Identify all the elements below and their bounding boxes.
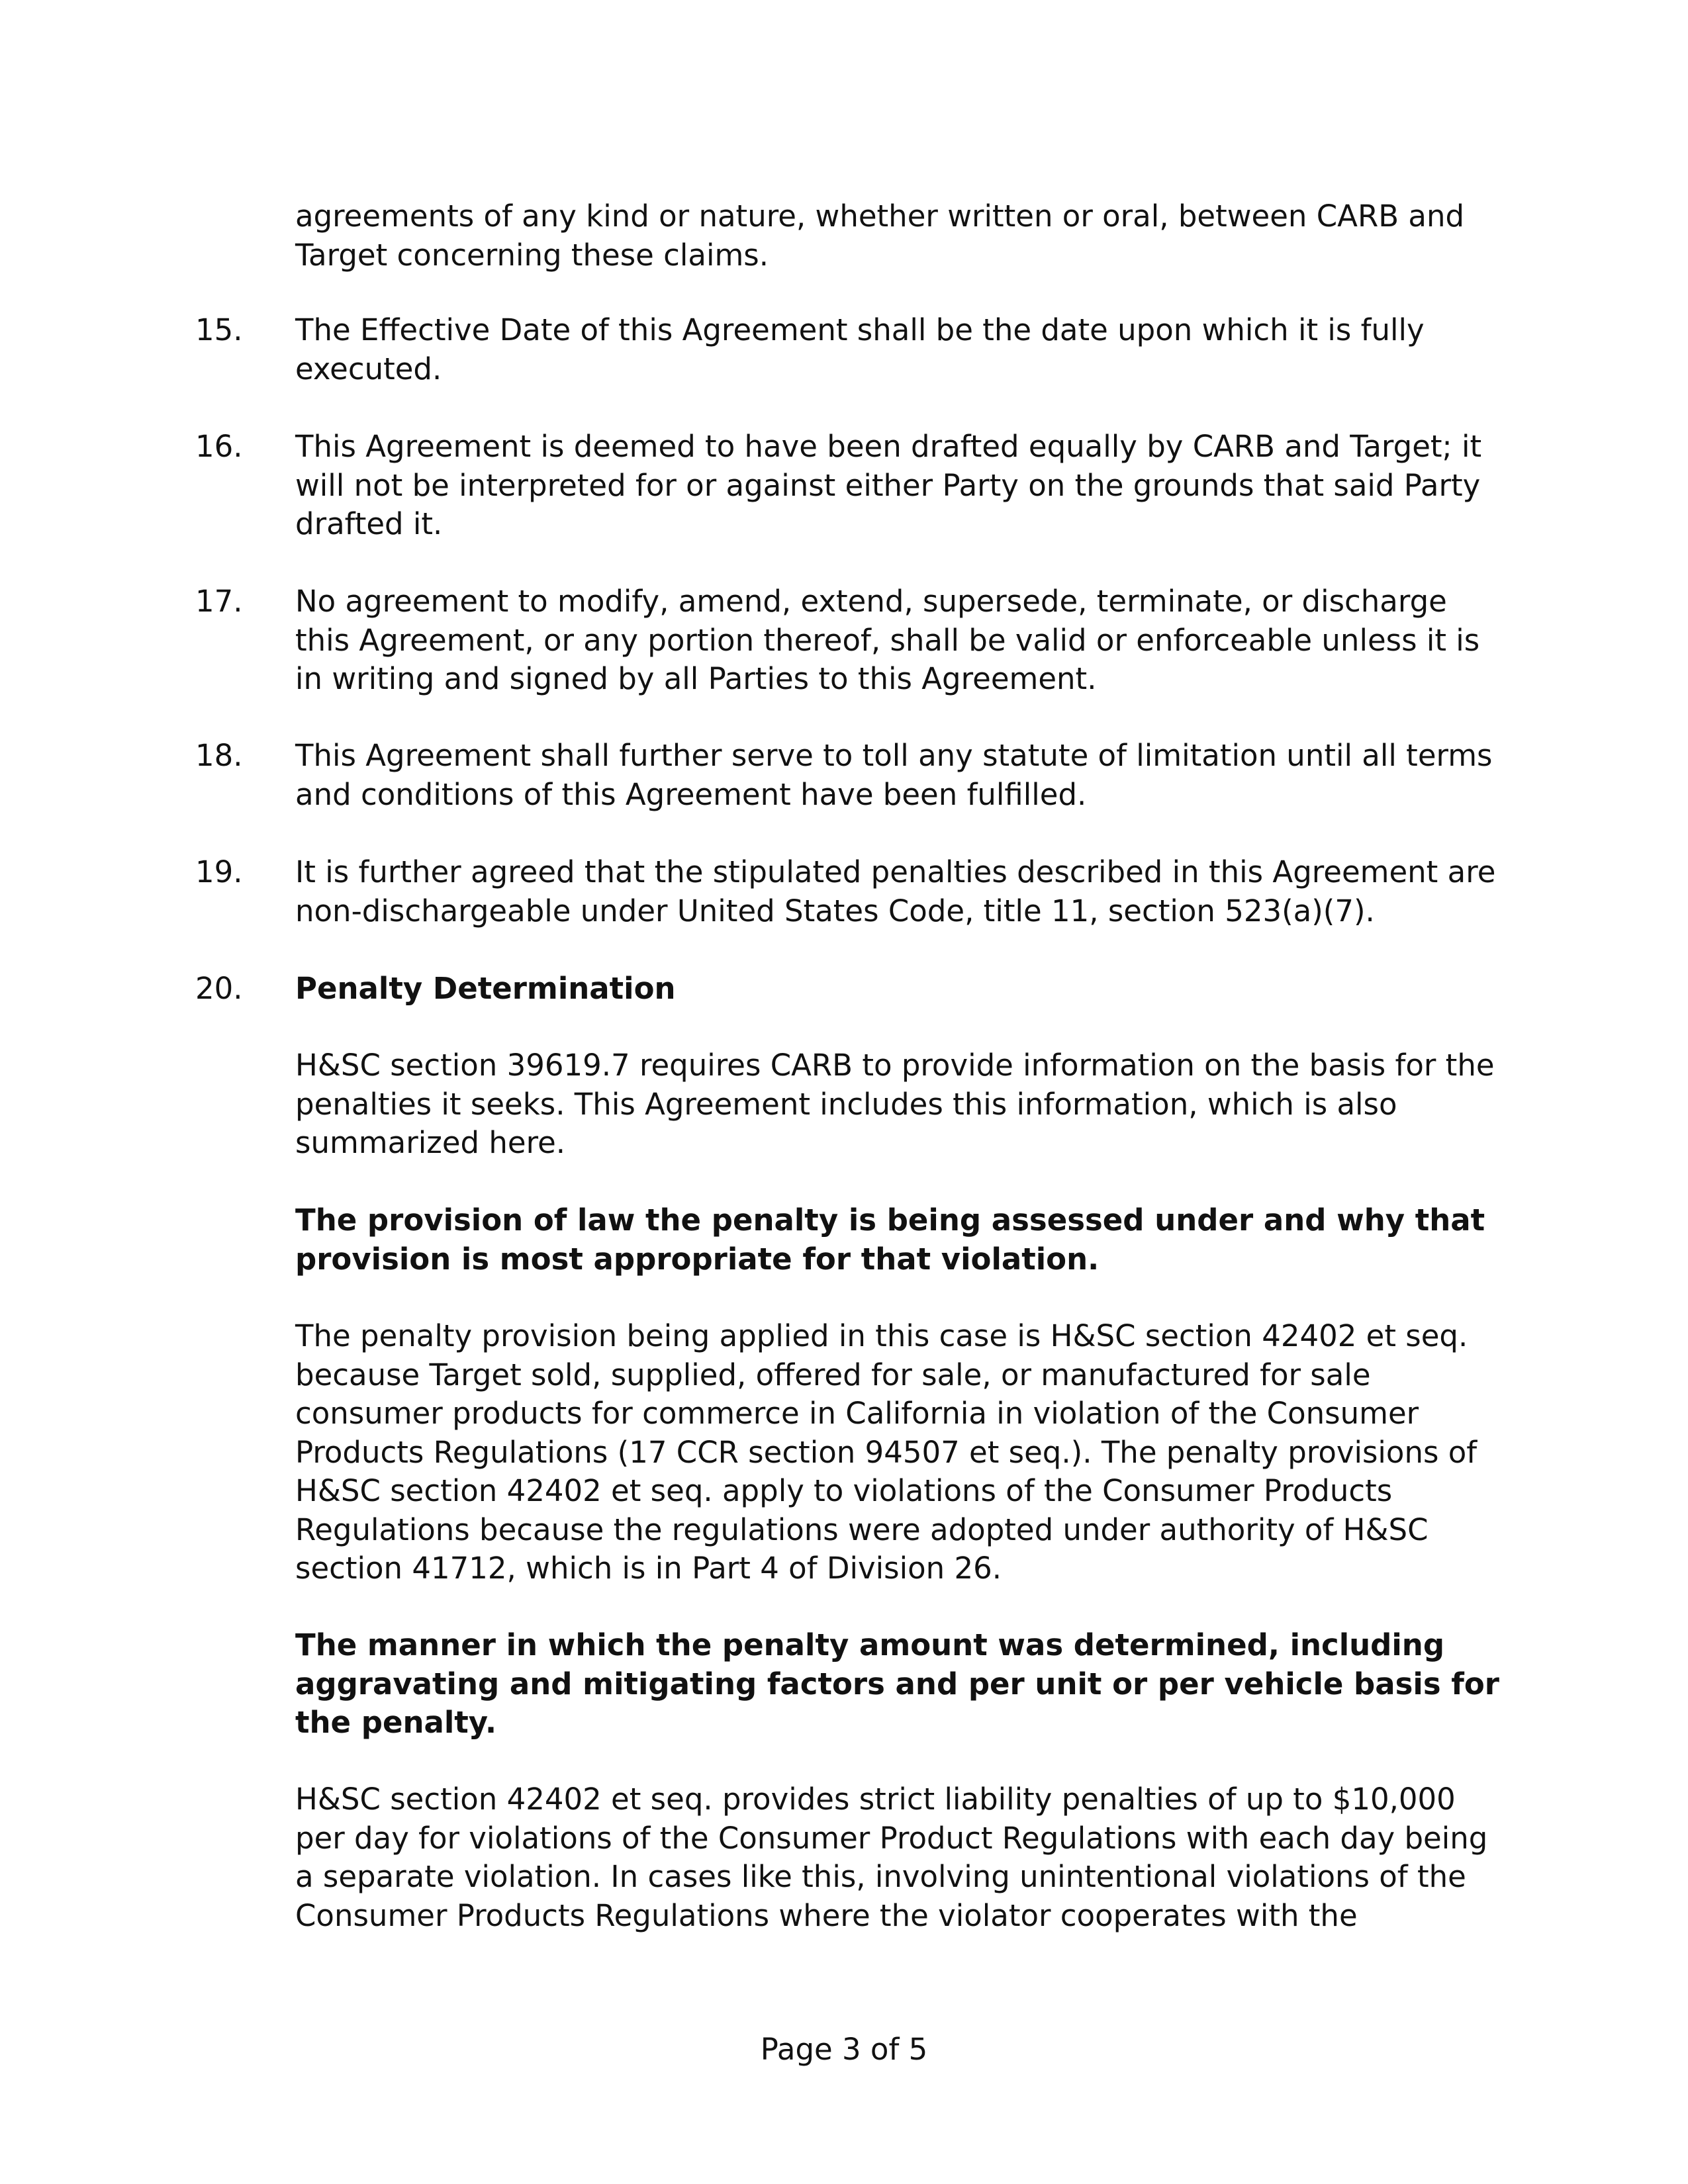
paragraph-number-15: 15. <box>195 312 243 347</box>
subheading-provision-of-law: The provision of law the penalty is being assessed under and why that provision is most appropriate for that violation. <box>295 1203 1485 1277</box>
paragraph-20-intro: H&SC section 39619.7 requires CARB to provide information on the basis for the penalties it seeks. This Agreement includes this information, which is also summarized here. <box>295 1048 1495 1160</box>
paragraph-number-16: 16. <box>195 429 243 464</box>
paragraph-19: It is further agreed that the stipulated penalties described in this Agreement are non-dischargeable under United States Code, title 11, section 523(a)(7). <box>295 854 1496 929</box>
paragraph-18: This Agreement shall further serve to toll any statute of limitation until all terms and conditions of this Agreement have been fulfilled. <box>295 738 1493 812</box>
paragraph-17: No agreement to modify, amend, extend, supersede, terminate, or discharge this Agreement, or any portion thereof, shall be valid or enforceable unless it is in writing and signed by all Parties to this Agreement. <box>295 584 1480 696</box>
paragraph-number-19: 19. <box>195 854 243 889</box>
paragraph-15: The Effective Date of this Agreement shall be the date upon which it is fully executed. <box>295 312 1425 387</box>
paragraph-penalty-provision: The penalty provision being applied in this case is H&SC section 42402 et seq. because Target sold, supplied, offered for sale, or manufactured for sale consumer products for commerce in California in violation of the Consumer Products Regulations (17 CCR section 94507 et seq.). The penalty provisions of H&SC section 42402 et seq. apply to violations of the Consumer Products Regulations because the regulations were adopted under authority of H&SC section 41712, which is in Part 4 of Division 26. <box>295 1318 1477 1586</box>
subheading-manner-determined: The manner in which the penalty amount was determined, including aggravating and mitigating factors and per unit or per vehicle basis for the penalty. <box>295 1627 1499 1740</box>
paragraph-14-continued: agreements of any kind or nature, whether written or oral, between CARB and Target concerning these claims. <box>295 199 1465 273</box>
page-number-footer: Page 3 of 5 <box>760 2032 928 2067</box>
paragraph-number-17: 17. <box>195 584 243 619</box>
paragraph-number-18: 18. <box>195 738 243 773</box>
paragraph-16: This Agreement is deemed to have been drafted equally by CARB and Target; it will not be interpreted for or against either Party on the grounds that said Party drafted it. <box>295 429 1482 541</box>
paragraph-number-20: 20. <box>195 971 243 1006</box>
paragraph-strict-liability: H&SC section 42402 et seq. provides strict liability penalties of up to $10,000 per day for violations of the Consumer Product Regulations with each day being a separate violation. In cases like this, involving unintentional violations of the Consumer Products Regulations where the violator cooperates with the <box>295 1782 1488 1933</box>
section-heading-penalty-determination: Penalty Determination <box>295 971 676 1006</box>
